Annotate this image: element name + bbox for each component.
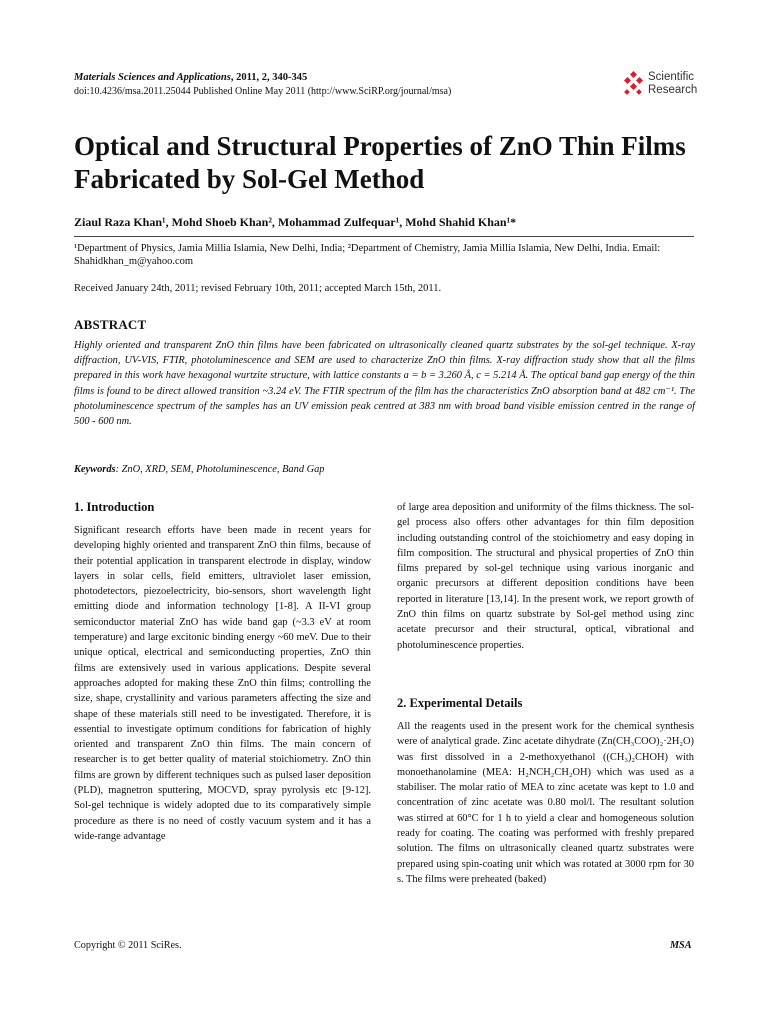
introduction-text-continued: of large area deposition and uniformity of the films thickness. The sol-gel process also offers other advantages for thin film deposition including outstanding control of the stoichiometry and easy doping in film composition. The structural and physical properties of ZnO thin films prepared by sol-gel technique using various inorganic and organic precursors at different deposition conditions have been reported in literature [13,14]. In the present work, we report growth of ZnO thin films on quartz substrate by Sol-gel method using zinc acetate precursor and their structural, optical, vibrational and photoluminescence properties. — [397, 502, 694, 651]
experimental-text: All the reagents used in the present work for the chemical synthesis were of analytical grade. Zinc acetate dihydrate (Zn(CH₃COO)₂·2H₂O) was first dissolved in a 2-methoxyethanol ((CH₃)₂CHOH) with monoethanolamine (MEA: H₂NCH₂CH₂OH) which was used as a stabiliser. The molar ratio of MEA to zinc acetate was kept to 1.0 and concentration of zinc acetate was 0.80 mol/l. The resultant solution was stirred at 60°C for 1 h to yield a clear and homogeneous solution ready for coating. The coating was performed with freshly prepared solution. The films on ultrasonically cleaned quartz substrates were prepared using spin-coating unit which was rotated at 3000 rpm for 30 s. The films were preheated (baked) — [397, 721, 694, 885]
journal-citation — [74, 72, 307, 83]
abstract-heading: ABSTRACT — [74, 317, 147, 332]
header-divider — [74, 236, 694, 237]
journal-abbreviation: MSA — [670, 940, 692, 951]
author-list: Ziaul Raza Khan¹, Mohd Shoeb Khan², Mohammad Zulfequar¹, Mohd Shahid Khan¹* — [74, 215, 517, 229]
section-heading-experimental: 2. Experimental Details — [397, 696, 523, 710]
keywords — [74, 464, 325, 475]
logo-line2: Research — [648, 84, 698, 96]
keywords-text: : ZnO, XRD, SEM, Photoluminescence, Band Gap — [115, 464, 325, 475]
journal-name: Materials Sciences and Applications — [74, 72, 231, 83]
received-dates: Received January 24th, 2011; revised February 10th, 2011; accepted March 15th, 2011. — [74, 283, 442, 294]
paper-title: Optical and Structural Properties of ZnO Thin Films Fabricated by Sol-Gel Method — [74, 131, 686, 194]
abstract-text: Highly oriented and transparent ZnO thin films have been fabricated on ultrasonically cleaned quartz substrates by the sol-gel technique. X-ray diffraction, UV-VIS, FTIR, photoluminescence and SEM are used to characterize ZnO thin films. X-ray diffraction study show that all the films prepared in this work have hexagonal wurtzite structure, with lattice constants a = b = 3.260 Å, c = 5.214 Å. The optical band gap energy of the thin films is found to be direct allowed transition ~3.24 eV. The FTIR spectrum of the film has the characteristics ZnO absorption band at 482 cm⁻¹. The photoluminescence spectrum of the samples has an UV emission peak centred at 383 nm with broad band visible emission centred in the range of 500 - 600 nm. — [74, 340, 695, 428]
introduction-text: Significant research efforts have been made in recent years for developing highly oriented and transparent ZnO thin films, because of their potential application in transparent electrode in display, window layers in solar cells, field emitters, ultraviolet laser emission, photodetectors, piezoelectricity, bio-sensors, short wavelength light emitting diode and information technology [1-8]. A II-VI group semiconductor material ZnO has wide band gap (~3.3 eV at room temperature) and large excitonic binding energy ~60 meV. Due to their unique optical, electrical and semiconducting properties, ZnO thin films are extensively used in various applications. Despite several approaches adopted for making these ZnO thin films; controlling the size, shape, crystallinity and various parameters affecting the size and shape of these materials still need to be investigated. Therefore, it is essential to investigate optimum conditions for fabrication of highly oriented and transparent ZnO thin films. The main concern of researcher is to get better quality of material stoichiometry. ZnO thin films are grown by different techniques such as pulsed laser deposition (PLD), magnetron sputtering, MOCVD, spray pyrolysis etc [9-12]. Sol-gel technique is widely adopted due to its comparatively simple procedure as there is no need of costly vacuum system and it has a wide-range advantage — [74, 525, 371, 842]
scientific-research-logo — [622, 70, 702, 104]
journal-volume: , 2011, 2, 340-345 — [230, 72, 308, 83]
logo-line1: Scientific — [648, 71, 695, 83]
keywords-label: Keywords — [74, 464, 116, 475]
section-heading-introduction: 1. Introduction — [74, 500, 155, 514]
copyright-notice: Copyright © 2011 SciRes. — [74, 940, 182, 951]
publisher-logo-icon — [622, 70, 646, 98]
doi-line[interactable]: doi:10.4236/msa.2011.25044 Published Online May 2011 (http://www.SciRP.org/journal/msa) — [74, 86, 452, 97]
affiliations: ¹Department of Physics, Jamia Millia Islamia, New Delhi, India; ²Department of Chemistry, Jamia Millia Islamia, New Delhi, India. Email: Shahidkhan_m@yahoo.com — [74, 243, 661, 267]
logo-text — [648, 71, 697, 97]
